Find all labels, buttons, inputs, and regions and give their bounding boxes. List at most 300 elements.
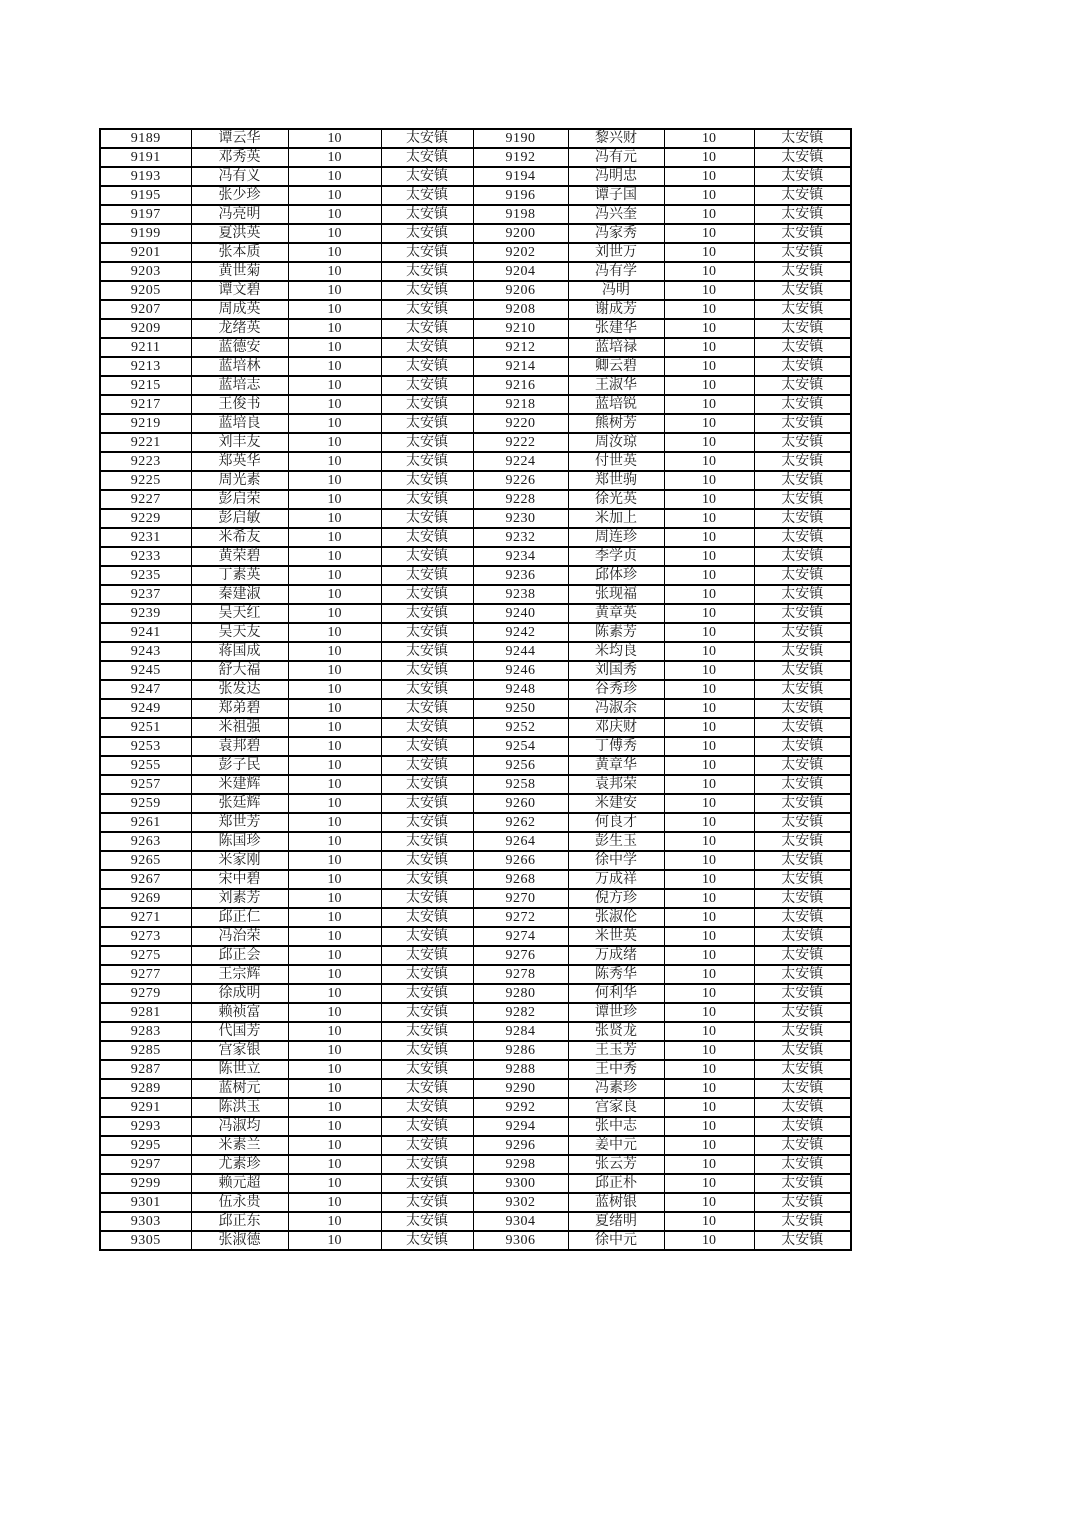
name-cell: 彭启敏 [191, 509, 288, 528]
serial-cell: 9286 [473, 1041, 568, 1060]
serial-cell: 9206 [473, 281, 568, 300]
table-row [100, 1193, 851, 1212]
serial-cell: 9212 [473, 338, 568, 357]
town-cell: 太安镇 [381, 851, 473, 870]
name-cell: 黄荣碧 [191, 547, 288, 566]
score-cell: 10 [288, 984, 381, 1003]
name-cell: 张少珍 [191, 186, 288, 205]
serial-cell: 9232 [473, 528, 568, 547]
name-cell: 付世英 [568, 452, 664, 471]
serial-cell: 9196 [473, 186, 568, 205]
serial-cell: 9268 [473, 870, 568, 889]
table-row [100, 395, 851, 414]
score-cell: 10 [288, 642, 381, 661]
serial-cell: 9293 [100, 1117, 191, 1136]
serial-cell: 9233 [100, 547, 191, 566]
name-cell: 冯有元 [568, 148, 664, 167]
score-cell: 10 [288, 509, 381, 528]
table-row [100, 642, 851, 661]
name-cell: 蓝树元 [191, 1079, 288, 1098]
name-cell: 刘素芳 [191, 889, 288, 908]
table-row [100, 509, 851, 528]
table-row [100, 262, 851, 281]
score-cell: 10 [288, 737, 381, 756]
score-cell: 10 [288, 490, 381, 509]
town-cell: 太安镇 [381, 1079, 473, 1098]
name-cell: 徐中学 [568, 851, 664, 870]
score-cell: 10 [288, 1117, 381, 1136]
score-cell: 10 [664, 623, 754, 642]
name-cell: 陈国珍 [191, 832, 288, 851]
serial-cell: 9255 [100, 756, 191, 775]
town-cell: 太安镇 [754, 167, 851, 186]
serial-cell: 9277 [100, 965, 191, 984]
serial-cell: 9223 [100, 452, 191, 471]
name-cell: 米希友 [191, 528, 288, 547]
town-cell: 太安镇 [754, 300, 851, 319]
serial-cell: 9267 [100, 870, 191, 889]
score-cell: 10 [288, 1136, 381, 1155]
name-cell: 周光素 [191, 471, 288, 490]
table-row [100, 452, 851, 471]
name-cell: 邱体珍 [568, 566, 664, 585]
town-cell: 太安镇 [381, 1041, 473, 1060]
serial-cell: 9262 [473, 813, 568, 832]
table-row [100, 414, 851, 433]
name-cell: 徐光英 [568, 490, 664, 509]
score-cell: 10 [288, 680, 381, 699]
town-cell: 太安镇 [754, 433, 851, 452]
serial-cell: 9295 [100, 1136, 191, 1155]
serial-cell: 9192 [473, 148, 568, 167]
town-cell: 太安镇 [754, 528, 851, 547]
serial-cell: 9216 [473, 376, 568, 395]
name-cell: 赖元超 [191, 1174, 288, 1193]
score-cell: 10 [664, 661, 754, 680]
table-row [100, 946, 851, 965]
name-cell: 尤素珍 [191, 1155, 288, 1174]
serial-cell: 9242 [473, 623, 568, 642]
name-cell: 徐成明 [191, 984, 288, 1003]
score-cell: 10 [288, 471, 381, 490]
table-row [100, 889, 851, 908]
score-cell: 10 [664, 737, 754, 756]
town-cell: 太安镇 [754, 338, 851, 357]
table-row [100, 984, 851, 1003]
name-cell: 陈洪玉 [191, 1098, 288, 1117]
name-cell: 蓝培锐 [568, 395, 664, 414]
serial-cell: 9199 [100, 224, 191, 243]
serial-cell: 9235 [100, 566, 191, 585]
town-cell: 太安镇 [754, 547, 851, 566]
name-cell: 蓝树银 [568, 1193, 664, 1212]
serial-cell: 9202 [473, 243, 568, 262]
name-cell: 邱正仁 [191, 908, 288, 927]
town-cell: 太安镇 [381, 1212, 473, 1231]
table-row [100, 1136, 851, 1155]
town-cell: 太安镇 [754, 148, 851, 167]
name-cell: 刘世万 [568, 243, 664, 262]
name-cell: 姜中元 [568, 1136, 664, 1155]
name-cell: 宋中碧 [191, 870, 288, 889]
table-row [100, 680, 851, 699]
name-cell: 周汝琼 [568, 433, 664, 452]
serial-cell: 9210 [473, 319, 568, 338]
name-cell: 刘国秀 [568, 661, 664, 680]
name-cell: 周连珍 [568, 528, 664, 547]
serial-cell: 9243 [100, 642, 191, 661]
table-row [100, 1060, 851, 1079]
serial-cell: 9284 [473, 1022, 568, 1041]
score-cell: 10 [288, 908, 381, 927]
score-cell: 10 [664, 1079, 754, 1098]
score-cell: 10 [664, 908, 754, 927]
serial-cell: 9290 [473, 1079, 568, 1098]
serial-cell: 9254 [473, 737, 568, 756]
name-cell: 谢成芳 [568, 300, 664, 319]
serial-cell: 9239 [100, 604, 191, 623]
table-row [100, 1041, 851, 1060]
serial-cell: 9265 [100, 851, 191, 870]
score-cell: 10 [288, 1041, 381, 1060]
name-cell: 冯有学 [568, 262, 664, 281]
town-cell: 太安镇 [754, 661, 851, 680]
score-cell: 10 [664, 756, 754, 775]
score-cell: 10 [288, 661, 381, 680]
town-cell: 太安镇 [381, 1174, 473, 1193]
serial-cell: 9302 [473, 1193, 568, 1212]
serial-cell: 9246 [473, 661, 568, 680]
name-cell: 彭启荣 [191, 490, 288, 509]
score-cell: 10 [664, 281, 754, 300]
name-cell: 张廷辉 [191, 794, 288, 813]
score-cell: 10 [288, 167, 381, 186]
score-cell: 10 [288, 1174, 381, 1193]
score-cell: 10 [664, 680, 754, 699]
town-cell: 太安镇 [381, 870, 473, 889]
name-cell: 夏绪明 [568, 1212, 664, 1231]
serial-cell: 9288 [473, 1060, 568, 1079]
table-row [100, 148, 851, 167]
serial-cell: 9225 [100, 471, 191, 490]
town-cell: 太安镇 [754, 357, 851, 376]
name-cell: 郑弟碧 [191, 699, 288, 718]
table-row [100, 623, 851, 642]
score-cell: 10 [288, 699, 381, 718]
name-cell: 蓝培良 [191, 414, 288, 433]
town-cell: 太安镇 [381, 585, 473, 604]
score-cell: 10 [664, 376, 754, 395]
name-cell: 邱正朴 [568, 1174, 664, 1193]
score-cell: 10 [288, 813, 381, 832]
serial-cell: 9294 [473, 1117, 568, 1136]
serial-cell: 9241 [100, 623, 191, 642]
town-cell: 太安镇 [754, 224, 851, 243]
name-cell: 谭子国 [568, 186, 664, 205]
serial-cell: 9252 [473, 718, 568, 737]
serial-cell: 9257 [100, 775, 191, 794]
table-row [100, 718, 851, 737]
serial-cell: 9219 [100, 414, 191, 433]
name-cell: 倪方珍 [568, 889, 664, 908]
score-cell: 10 [664, 262, 754, 281]
name-cell: 黄世菊 [191, 262, 288, 281]
town-cell: 太安镇 [754, 1079, 851, 1098]
name-cell: 袁邦碧 [191, 737, 288, 756]
serial-cell: 9217 [100, 395, 191, 414]
town-cell: 太安镇 [381, 889, 473, 908]
town-cell: 太安镇 [754, 680, 851, 699]
name-cell: 米家刚 [191, 851, 288, 870]
serial-cell: 9237 [100, 585, 191, 604]
town-cell: 太安镇 [754, 566, 851, 585]
score-cell: 10 [288, 300, 381, 319]
table-row [100, 756, 851, 775]
name-cell: 张建华 [568, 319, 664, 338]
score-cell: 10 [288, 452, 381, 471]
town-cell: 太安镇 [754, 908, 851, 927]
score-cell: 10 [664, 832, 754, 851]
name-cell: 米素兰 [191, 1136, 288, 1155]
name-cell: 郑世芳 [191, 813, 288, 832]
name-cell: 张中志 [568, 1117, 664, 1136]
town-cell: 太安镇 [754, 699, 851, 718]
table-row [100, 661, 851, 680]
town-cell: 太安镇 [754, 1003, 851, 1022]
name-cell: 王宗辉 [191, 965, 288, 984]
town-cell: 太安镇 [754, 509, 851, 528]
town-cell: 太安镇 [381, 547, 473, 566]
score-cell: 10 [288, 1003, 381, 1022]
name-cell: 冯治荣 [191, 927, 288, 946]
serial-cell: 9218 [473, 395, 568, 414]
town-cell: 太安镇 [381, 927, 473, 946]
serial-cell: 9291 [100, 1098, 191, 1117]
town-cell: 太安镇 [754, 395, 851, 414]
score-cell: 10 [664, 794, 754, 813]
town-cell: 太安镇 [381, 1060, 473, 1079]
score-cell: 10 [288, 528, 381, 547]
serial-cell: 9221 [100, 433, 191, 452]
serial-cell: 9276 [473, 946, 568, 965]
town-cell: 太安镇 [754, 414, 851, 433]
score-cell: 10 [288, 338, 381, 357]
serial-cell: 9209 [100, 319, 191, 338]
name-cell: 张贤龙 [568, 1022, 664, 1041]
score-cell: 10 [288, 376, 381, 395]
score-cell: 10 [288, 927, 381, 946]
serial-cell: 9299 [100, 1174, 191, 1193]
score-cell: 10 [288, 756, 381, 775]
name-cell: 王俊书 [191, 395, 288, 414]
table-row [100, 376, 851, 395]
score-cell: 10 [664, 718, 754, 737]
table-row [100, 813, 851, 832]
town-cell: 太安镇 [754, 1193, 851, 1212]
score-cell: 10 [664, 946, 754, 965]
score-cell: 10 [664, 889, 754, 908]
town-cell: 太安镇 [381, 699, 473, 718]
town-cell: 太安镇 [381, 1155, 473, 1174]
score-cell: 10 [664, 1193, 754, 1212]
town-cell: 太安镇 [754, 604, 851, 623]
score-cell: 10 [288, 414, 381, 433]
town-cell: 太安镇 [754, 243, 851, 262]
name-cell: 谭文碧 [191, 281, 288, 300]
score-cell: 10 [288, 1098, 381, 1117]
name-cell: 黎兴财 [568, 129, 664, 148]
town-cell: 太安镇 [754, 737, 851, 756]
table-row [100, 338, 851, 357]
score-cell: 10 [664, 490, 754, 509]
name-cell: 张本质 [191, 243, 288, 262]
serial-cell: 9234 [473, 547, 568, 566]
town-cell: 太安镇 [754, 794, 851, 813]
score-cell: 10 [288, 319, 381, 338]
town-cell: 太安镇 [754, 927, 851, 946]
score-cell: 10 [288, 1060, 381, 1079]
serial-cell: 9251 [100, 718, 191, 737]
table-row [100, 167, 851, 186]
name-cell: 彭子民 [191, 756, 288, 775]
table-row [100, 908, 851, 927]
serial-cell: 9247 [100, 680, 191, 699]
score-cell: 10 [664, 205, 754, 224]
name-cell: 陈世立 [191, 1060, 288, 1079]
score-cell: 10 [664, 357, 754, 376]
town-cell: 太安镇 [381, 737, 473, 756]
serial-cell: 9231 [100, 528, 191, 547]
town-cell: 太安镇 [381, 566, 473, 585]
score-cell: 10 [664, 148, 754, 167]
town-cell: 太安镇 [381, 376, 473, 395]
serial-cell: 9227 [100, 490, 191, 509]
name-cell: 米均良 [568, 642, 664, 661]
score-cell: 10 [288, 1231, 381, 1250]
serial-cell: 9256 [473, 756, 568, 775]
score-cell: 10 [288, 1079, 381, 1098]
name-cell: 冯亮明 [191, 205, 288, 224]
serial-cell: 9306 [473, 1231, 568, 1250]
town-cell: 太安镇 [381, 281, 473, 300]
score-cell: 10 [288, 585, 381, 604]
serial-cell: 9287 [100, 1060, 191, 1079]
serial-cell: 9205 [100, 281, 191, 300]
table-row [100, 129, 851, 148]
score-cell: 10 [664, 509, 754, 528]
roster-table [99, 128, 852, 1251]
name-cell: 张云芳 [568, 1155, 664, 1174]
serial-cell: 9298 [473, 1155, 568, 1174]
name-cell: 冯有义 [191, 167, 288, 186]
town-cell: 太安镇 [754, 1174, 851, 1193]
name-cell: 米建安 [568, 794, 664, 813]
serial-cell: 9297 [100, 1155, 191, 1174]
name-cell: 张发达 [191, 680, 288, 699]
name-cell: 王玉芳 [568, 1041, 664, 1060]
score-cell: 10 [288, 965, 381, 984]
town-cell: 太安镇 [754, 1041, 851, 1060]
name-cell: 邱正会 [191, 946, 288, 965]
town-cell: 太安镇 [381, 984, 473, 1003]
town-cell: 太安镇 [381, 167, 473, 186]
serial-cell: 9230 [473, 509, 568, 528]
town-cell: 太安镇 [381, 1003, 473, 1022]
town-cell: 太安镇 [381, 1022, 473, 1041]
table-row [100, 585, 851, 604]
score-cell: 10 [664, 1003, 754, 1022]
score-cell: 10 [288, 1193, 381, 1212]
score-cell: 10 [664, 1155, 754, 1174]
serial-cell: 9278 [473, 965, 568, 984]
serial-cell: 9271 [100, 908, 191, 927]
score-cell: 10 [664, 338, 754, 357]
name-cell: 米世英 [568, 927, 664, 946]
serial-cell: 9244 [473, 642, 568, 661]
serial-cell: 9211 [100, 338, 191, 357]
town-cell: 太安镇 [754, 718, 851, 737]
town-cell: 太安镇 [754, 946, 851, 965]
score-cell: 10 [664, 452, 754, 471]
name-cell: 张淑伦 [568, 908, 664, 927]
name-cell: 刘丰友 [191, 433, 288, 452]
name-cell: 蓝培禄 [568, 338, 664, 357]
serial-cell: 9220 [473, 414, 568, 433]
name-cell: 米祖强 [191, 718, 288, 737]
serial-cell: 9260 [473, 794, 568, 813]
name-cell: 谭云华 [191, 129, 288, 148]
serial-cell: 9194 [473, 167, 568, 186]
score-cell: 10 [664, 167, 754, 186]
score-cell: 10 [288, 148, 381, 167]
town-cell: 太安镇 [754, 623, 851, 642]
score-cell: 10 [664, 1212, 754, 1231]
town-cell: 太安镇 [381, 661, 473, 680]
serial-cell: 9198 [473, 205, 568, 224]
name-cell: 龙绪英 [191, 319, 288, 338]
score-cell: 10 [664, 471, 754, 490]
serial-cell: 9280 [473, 984, 568, 1003]
score-cell: 10 [664, 1022, 754, 1041]
score-cell: 10 [664, 129, 754, 148]
town-cell: 太安镇 [381, 1136, 473, 1155]
table-row [100, 300, 851, 319]
town-cell: 太安镇 [381, 813, 473, 832]
name-cell: 陈素芳 [568, 623, 664, 642]
serial-cell: 9208 [473, 300, 568, 319]
score-cell: 10 [288, 129, 381, 148]
town-cell: 太安镇 [754, 1155, 851, 1174]
roster-table-body [100, 129, 851, 1250]
town-cell: 太安镇 [754, 642, 851, 661]
serial-cell: 9189 [100, 129, 191, 148]
name-cell: 秦建淑 [191, 585, 288, 604]
name-cell: 冯兴奎 [568, 205, 664, 224]
town-cell: 太安镇 [754, 756, 851, 775]
town-cell: 太安镇 [381, 756, 473, 775]
score-cell: 10 [664, 642, 754, 661]
town-cell: 太安镇 [381, 205, 473, 224]
name-cell: 吴天友 [191, 623, 288, 642]
name-cell: 蓝培林 [191, 357, 288, 376]
serial-cell: 9273 [100, 927, 191, 946]
score-cell: 10 [288, 832, 381, 851]
serial-cell: 9300 [473, 1174, 568, 1193]
score-cell: 10 [288, 281, 381, 300]
town-cell: 太安镇 [754, 452, 851, 471]
town-cell: 太安镇 [754, 870, 851, 889]
town-cell: 太安镇 [754, 281, 851, 300]
